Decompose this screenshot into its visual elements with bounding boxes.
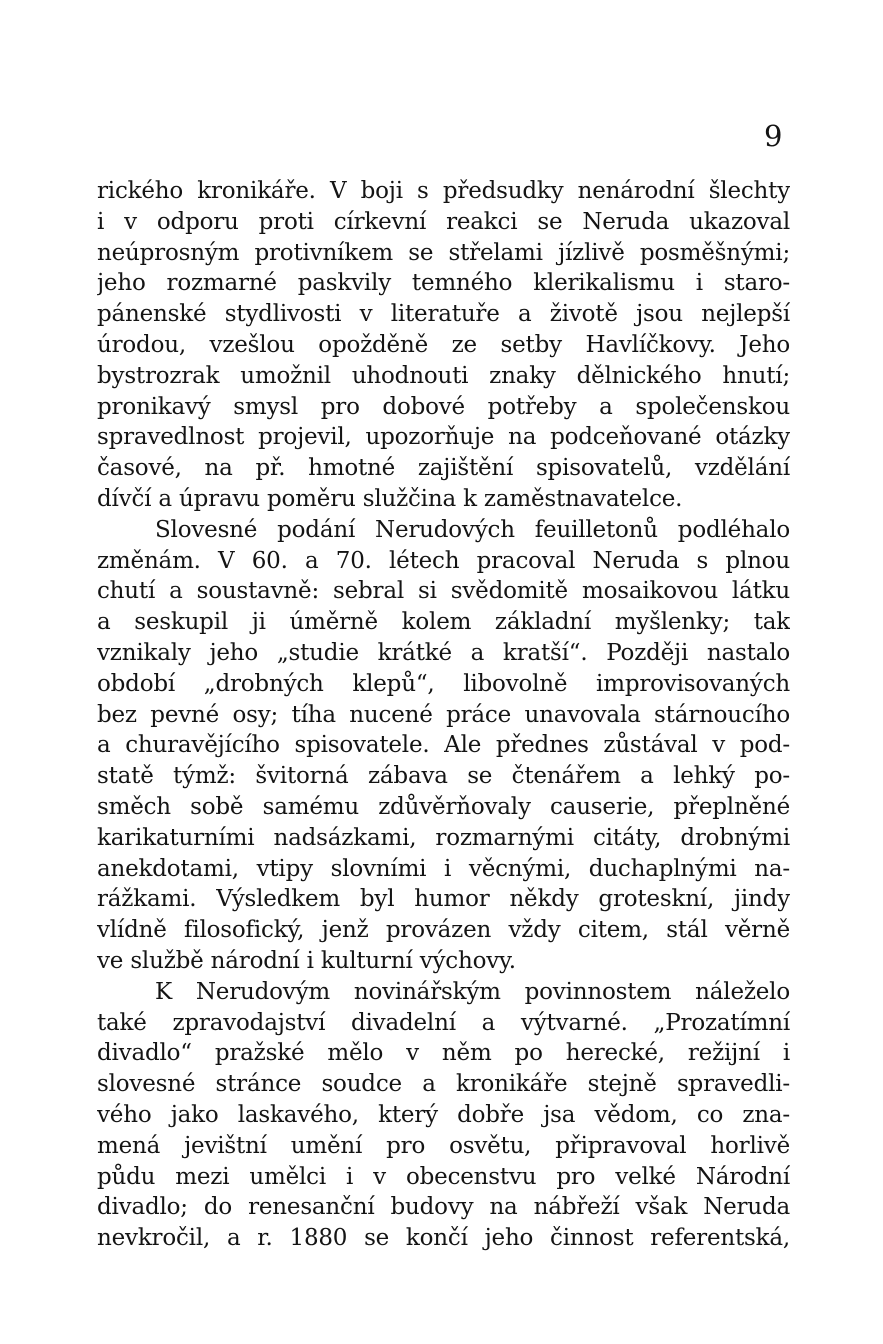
text-line: rického kronikáře. V boji s předsudky nenárodní šlechty — [97, 178, 790, 204]
text-line: dívčí a úpravu poměru služčina k zaměstnavatelce. — [97, 485, 683, 512]
text-line: bystrozrak umožnil uhodnouti znaky dělnického hnutí; — [97, 362, 790, 389]
text-line: pánenské stydlivosti v literatuře a životě jsou nejlepší — [97, 301, 790, 328]
text-line: nevkročil, a r. 1880 se končí jeho činnost referentská, — [97, 1225, 790, 1252]
text-line: vlídně filosofický, jenž provázen vždy citem, stál věrně — [97, 917, 790, 944]
text-line: změnám. V 60. a 70. létech pracoval Neruda s plnou — [97, 547, 790, 574]
text-line: slovesné stránce soudce a kronikáře stejně spravedli- — [97, 1071, 790, 1098]
text-line: Slovesné podání Nerudových feuilletonů podléhalo — [155, 516, 790, 543]
text-line: bez pevné osy; tíha nucené práce unavovala stárnoucího — [97, 701, 790, 728]
text-line: spravedlnost projevil, upozorňuje na podceňované otázky — [97, 424, 790, 451]
text-line: vého jako laskavého, který dobře jsa vědom, co zna- — [97, 1101, 790, 1128]
text-line: také zpravodajství divadelní a výtvarné. „Prozatímní — [97, 1009, 790, 1036]
text-line: pronikavý smysl pro dobové potřeby a společenskou — [97, 393, 790, 420]
text-line: období „drobných klepů“, libovolně improvisovaných — [97, 670, 790, 697]
text-line: úrodou, vzešlou opožděně ze setby Havlíčkovy. Jeho — [97, 331, 790, 358]
text-line: karikaturními nadsázkami, rozmarnými citáty, drobnými — [97, 824, 790, 851]
text-line: i v odporu proti církevní reakci se Neruda ukazoval — [97, 208, 790, 235]
text-line: neúprosným protivníkem se střelami jízlivě posměšnými; — [97, 239, 790, 266]
text-line: vznikaly jeho „studie krátké a kratší“. Později nastalo — [97, 639, 790, 666]
text-line: rážkami. Výsledkem byl humor někdy groteskní, jindy — [97, 886, 790, 913]
text-line: ve službě národní i kulturní výchovy. — [97, 947, 516, 974]
text-line: a seskupil ji úměrně kolem základní myšlenky; tak — [97, 609, 790, 636]
text-line: časové, na př. hmotné zajištění spisovatelů, vzdělání — [97, 455, 790, 482]
text-line: chutí a soustavně: sebral si svědomitě mosaikovou látku — [97, 578, 790, 605]
text-line: půdu mezi umělci i v obecenstvu pro velké Národní — [97, 1163, 790, 1190]
text-line: divadlo“ pražské mělo v něm po herecké, režijní i — [97, 1040, 790, 1067]
body-text — [97, 176, 790, 1254]
text-line: anekdotami, vtipy slovními i věcnými, duchaplnými na- — [97, 855, 790, 882]
text-line: a churavějícího spisovatele. Ale přednes zůstával v pod- — [97, 732, 790, 759]
text-line: jeho rozmarné paskvily temného klerikalismu i staro- — [97, 270, 790, 297]
page-number: 9 — [764, 119, 783, 153]
text-line: směch sobě samému zdůvěrňovaly causerie, přeplněné — [97, 793, 790, 820]
text-line: mená jevištní umění pro osvětu, připravoval horlivě — [97, 1132, 790, 1159]
text-line: statě týmž: švitorná zábava se čtenářem a lehký po- — [97, 763, 790, 790]
text-line: divadlo; do renesanční budovy na nábřeží však Neruda — [97, 1194, 790, 1221]
text-line: K Nerudovým novinářským povinnostem náleželo — [155, 978, 790, 1005]
